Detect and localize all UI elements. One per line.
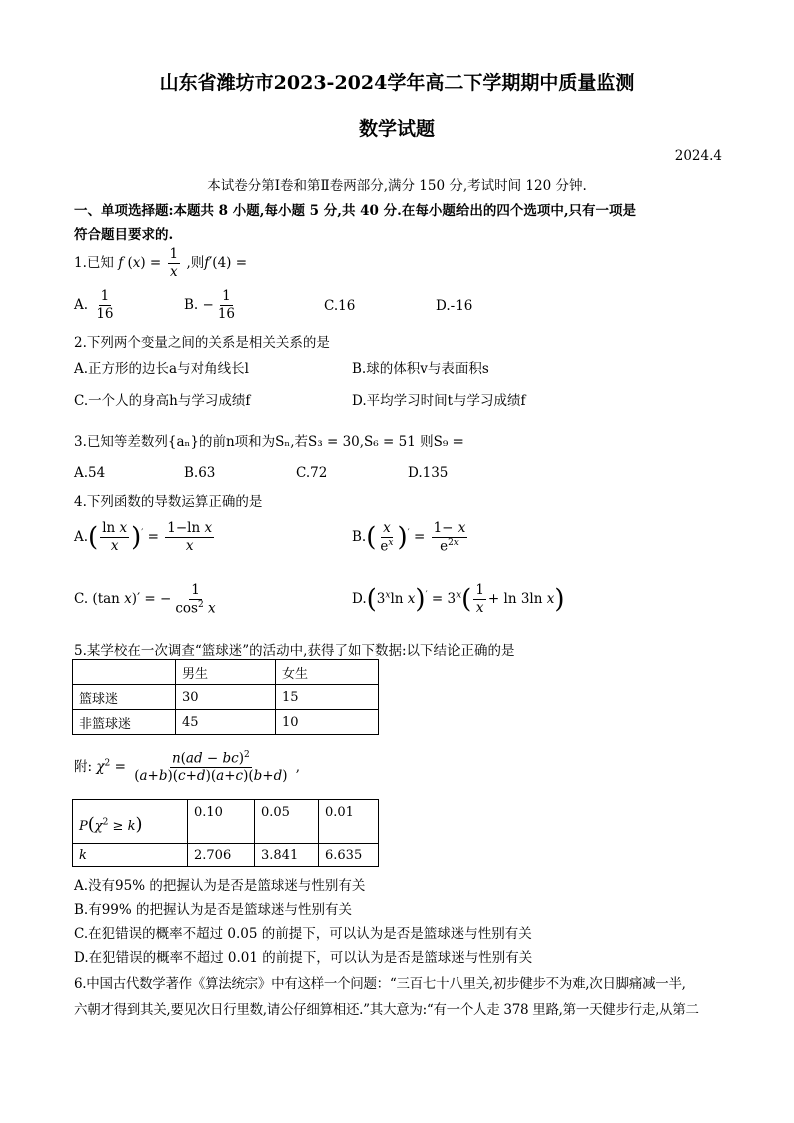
document-title: 山东省潍坊市2023-2024学年高二下学期期中质量监测 [159, 72, 635, 94]
q1-option-b: B. − $\frac{1}{16}$ [184, 288, 236, 322]
q2-option-b: B.球的体积v与表面积s [352, 361, 489, 377]
q5-option-b: B.有99% 的把握认为是否是篮球迷与性别有关 [74, 902, 353, 918]
q5-option-a: A.没有95% 的把握认为是否是篮球迷与性别有关 [74, 878, 366, 894]
table-cell: 2.706 [188, 844, 255, 867]
table-cell: 男生 [176, 660, 276, 685]
table-row [73, 800, 379, 844]
table-cell: 篮球迷 [73, 685, 176, 710]
section-heading-line1: 一、单项选择题:本题共 8 小题,每小题 5 分,共 40 分.在每小题给出的四个选项中,只有一项是 [74, 203, 637, 219]
q2-option-c: C.一个人的身高h与学习成绩f [74, 393, 251, 409]
table-cell: 6.635 [319, 844, 379, 867]
q2-stem: 2.下列两个变量之间的关系是相关关系的是 [74, 335, 330, 351]
q3-option-a: A.54 [74, 465, 106, 481]
exam-date: 2024.4 [674, 148, 722, 164]
q3-stem: 3.已知等差数列{aₙ}的前n项和为Sₙ,若S₃ = 30,S₆ = 51 则S₉ = [74, 434, 464, 450]
q5-option-c: C.在犯错误的概率不超过 0.05 的前提下，可以认为是否是篮球迷与性别有关 [74, 926, 532, 942]
table-row [73, 685, 379, 710]
table-cell: 女生 [276, 660, 379, 685]
q5-critical-value-table [72, 799, 379, 867]
q4-stem: 4.下列函数的导数运算正确的是 [74, 494, 263, 510]
q5-contingency-table [72, 659, 379, 735]
table-row [73, 660, 379, 685]
table-cell: 0.01 [319, 800, 379, 844]
table-cell [73, 660, 176, 685]
q4-option-a: A.( $\frac{\text{ln x}}{x}$ )′ = $\frac{\text{1−ln x}}{x}$ [74, 520, 213, 554]
q6-stem-line2: 六朝才得到其关,要见次日行里数,请公仔细算相还.”其大意为:“有一个人走 378 里路,第一天健步行走,从第二 [74, 1002, 699, 1018]
table-cell: 0.10 [188, 800, 255, 844]
q3-option-b: B.63 [184, 465, 216, 481]
q1-option-c: C.16 [324, 298, 356, 314]
table-cell: 30 [176, 685, 276, 710]
q1-option-a: A. $\frac{1}{16}$ [74, 288, 114, 322]
section-heading-line2: 符合题目要求的. [74, 227, 174, 243]
q3-option-d: D.135 [408, 465, 449, 481]
table-cell: 3.841 [255, 844, 319, 867]
table-row [73, 844, 379, 867]
q2-option-a: A.正方形的边长a与对角线长l [74, 361, 249, 377]
q1-stem: 1.已知 f (x) = $\frac{1}{x}$ ,则f′(4) = [74, 246, 248, 280]
q2-option-d: D.平均学习时间t与学习成绩f [352, 393, 526, 409]
table-cell: 45 [176, 710, 276, 735]
table-cell: 0.05 [255, 800, 319, 844]
q5-option-d: D.在犯错误的概率不超过 0.01 的前提下，可以认为是否是篮球迷与性别有关 [74, 950, 533, 966]
table-cell: 15 [276, 685, 379, 710]
document-subtitle: 数学试题 [358, 118, 435, 140]
table-cell: k [73, 844, 188, 867]
q1-option-d: D.-16 [436, 298, 473, 314]
q5-stem: 5.某学校在一次调查“篮球迷”的活动中,获得了如下数据:以下结论正确的是 [74, 643, 515, 659]
q3-option-c: C.72 [296, 465, 328, 481]
exam-intro: 本试卷分第Ⅰ卷和第Ⅱ卷两部分,满分 150 分,考试时间 120 分钟. [207, 178, 587, 194]
table-cell: $P(\chi^2 \ge k)$ [73, 800, 188, 844]
q5-formula: 附: $\chi^2$ = $\frac{n(ad - bc)^2}{(a+b)(c+d)(a+c)(b+d)}$ , [74, 750, 301, 785]
q4-option-d: D.(3$^x$ln $x)' = 3^x$( $\frac{1}{x}$ + ln 3ln x) [352, 582, 565, 616]
q4-option-b: B.( $\frac{x}{e^x}$ )′ = $\frac{1- x}{e^{2x}}$ [352, 520, 466, 555]
table-row [73, 710, 379, 735]
table-cell: 10 [276, 710, 379, 735]
q6-stem-line1: 6.中国古代数学著作《算法统宗》中有这样一个问题：“三百七十八里关,初步健步不为难,次日脚痛减一半, [74, 976, 686, 992]
table-cell: 非篮球迷 [73, 710, 176, 735]
q4-option-c: C. (tan x)′ = − $\frac{1}{\cos^2 x}$ [74, 582, 216, 617]
q1-stem-prefix: 1.已知 [74, 254, 114, 271]
q1-stem-mid: ,则 [186, 254, 205, 271]
